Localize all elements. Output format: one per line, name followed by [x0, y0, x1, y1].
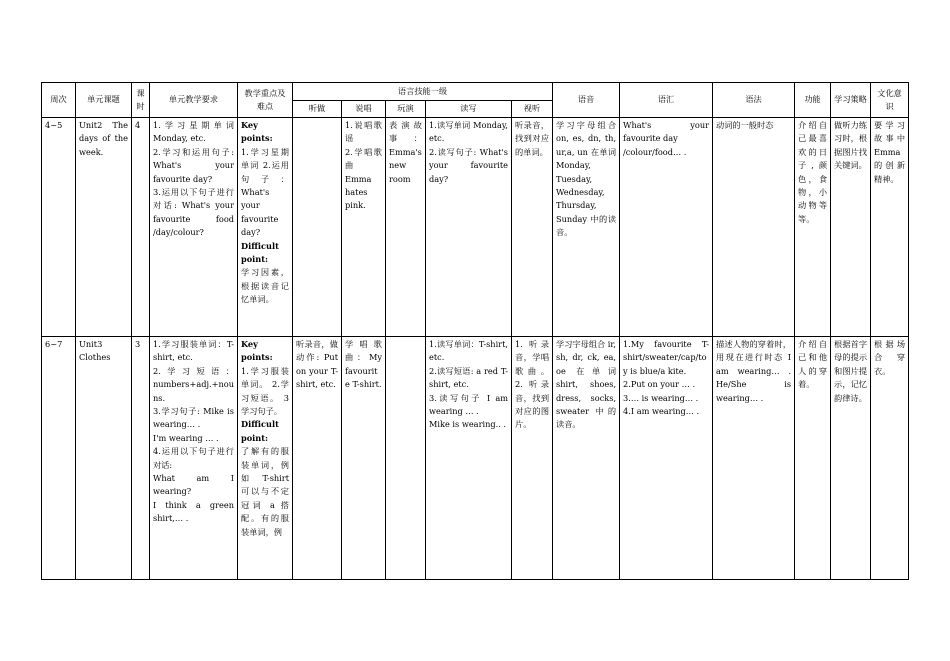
cell-phonics: 学习字母组合 ir, sh, dr, ck, ea, oe 在单词 shirt, shoes, dress, socks, sweater 中的读音。	[553, 337, 620, 580]
header-play-act: 玩演	[386, 101, 426, 118]
header-unit-title: 单元课题	[76, 83, 132, 118]
cell-play-act: 表演故事：Emma's new room	[386, 118, 426, 337]
key-points-label: Key points:	[241, 120, 273, 144]
requirement-line: I'm wearing … .	[153, 432, 219, 443]
cell-speak-sing	[342, 118, 386, 337]
header-week: 周次	[42, 83, 76, 118]
requirement-line: 3.运用以下句子进行对话: What's your favourite food /day/colour?	[153, 187, 234, 238]
key-points-text: 1.学习星期单词 2.运用句子：What's your favourite day?	[241, 146, 289, 238]
cell-week: 6~7	[42, 337, 76, 580]
requirement-line: 2.学习短语：numbers+adj.+nouns.	[153, 365, 234, 403]
read-write-line: 2.读写短语: a red T-shirt, etc.	[429, 365, 508, 390]
cell-key-points	[238, 337, 293, 580]
cell-requirements	[150, 337, 238, 580]
read-write-line: 3.读写句子 I am wearing … .	[429, 392, 508, 417]
cell-unit: Unit2 The days of the week.	[76, 118, 132, 337]
cell-function: 介绍自己最喜欢的日子,颜色，食物，小动物等等。	[795, 118, 831, 337]
vocabulary-line: 2.Put on your … .	[623, 379, 696, 390]
requirement-line: What am I wearing?	[153, 473, 234, 497]
read-write-line: 1.读写单词：T-shirt, etc.	[429, 339, 508, 363]
key-points-label: Key points:	[241, 339, 273, 363]
read-write-line: Mike is wearing.. .	[429, 419, 507, 430]
speak-sing-line: 2.学唱歌曲 Emma hates pink.	[345, 146, 382, 211]
speak-sing-line: 1.说唱歌谣	[345, 120, 382, 144]
header-read-write: 读写	[426, 101, 512, 118]
cell-vocabulary	[620, 337, 713, 580]
requirement-line: 4.运用以下句子进行对话:	[153, 446, 234, 470]
cell-week: 4~5	[42, 118, 76, 337]
header-function: 功能	[795, 83, 831, 118]
cell-speak-sing	[342, 337, 386, 580]
cell-periods: 3	[132, 337, 150, 580]
cell-listen-do: 听录音，做动作: Put on your T-shirt, etc.	[293, 337, 342, 580]
header-speak-sing: 说唱	[342, 101, 386, 118]
header-phonics: 语音	[553, 83, 620, 118]
cell-grammar: 动词的一般时态	[713, 118, 795, 337]
header-skills-group: 语言技能一级	[293, 83, 553, 101]
difficult-point-label: Difficult point:	[241, 240, 279, 265]
cell-unit: Unit3 Clothes	[76, 337, 132, 580]
vocabulary-line: /colour/food… .	[623, 146, 687, 157]
header-strategy: 学习策略	[831, 83, 871, 118]
key-points-text: 1.学习服装单词。 2.学习短语。 3 学习句子。	[241, 365, 289, 417]
difficult-point-text: 学习因素，根据读音记忆单词。	[241, 267, 289, 305]
header-requirements: 单元教学要求	[150, 83, 238, 118]
difficult-point-label: Difficult point:	[241, 419, 279, 443]
requirement-line: 1.学习星期单词 Monday, etc.	[153, 120, 234, 144]
cell-play-act	[386, 337, 426, 580]
cell-view-listen: 1. 听录音，学唱歌曲。 2. 听录音，找到对应的图片。	[512, 337, 553, 580]
header-culture: 文化意识	[871, 83, 909, 118]
vocabulary-line: 4.I am wearing… .	[623, 406, 700, 417]
requirement-line: 2.学习和运用句子: What's your favourite day?	[153, 146, 234, 184]
cell-function: 介绍自己和他人的穿着。	[795, 337, 831, 580]
cell-grammar: 描述人物的穿着时，用现在进行时态 I am wearing… . He/She is wearing… .	[713, 337, 795, 580]
vocabulary-line: 1.My favourite T-shirt/sweater/cap/toy is blue/a kite.	[623, 339, 710, 376]
vocabulary-line: What's your favourite day	[623, 120, 710, 144]
header-row	[42, 83, 909, 101]
read-write-line: 2.读写句子: What's your favourite day?	[429, 146, 508, 184]
cell-vocabulary	[620, 118, 713, 337]
cell-culture: 要学习故事中Emma的创新精神。	[871, 118, 909, 337]
curriculum-table	[41, 82, 909, 580]
vocabulary-line: 3.… is wearing… .	[623, 392, 699, 403]
cell-requirements	[150, 118, 238, 337]
cell-read-write	[426, 337, 512, 580]
cell-read-write	[426, 118, 512, 337]
cell-strategy: 做听力练习时，根据图片找关键词。	[831, 118, 871, 337]
cell-key-points	[238, 118, 293, 337]
cell-strategy: 根据首字母的提示和图片提示，记忆韵律诗。	[831, 337, 871, 580]
cell-view-listen: 听录音，找到对应的单词。	[512, 118, 553, 337]
cell-culture: 根据场合穿衣。	[871, 337, 909, 580]
header-periods: 课时	[132, 83, 150, 118]
requirement-line: 3.学习句子: Mike is wearing… .	[153, 406, 234, 430]
cell-listen-do	[293, 118, 342, 337]
requirement-line: I think a green shirt,… .	[153, 499, 234, 524]
speak-sing-line: 学唱歌曲：My favourite T-shirt.	[345, 339, 382, 390]
cell-phonics: 学习字母组合 on, es, dn, th, ur,a, un 在单词 Monday, Tuesday, Wednesday, Thursday, Sunday 中的读音。	[553, 118, 620, 337]
cell-periods: 4	[132, 118, 150, 337]
header-vocabulary: 语汇	[620, 83, 713, 118]
table-row	[42, 118, 909, 337]
read-write-line: 1.读写单词 Monday, etc.	[429, 120, 508, 144]
difficult-point-text: 了解有的服装单词，例如 T-shirt 可以与不定冠词 a 搭配。有的服装单词，例	[241, 446, 289, 537]
requirement-line: 1.学习服装单词：T-shirt, etc.	[153, 339, 234, 363]
header-listen-do: 听做	[293, 101, 342, 118]
header-key-points: 教学重点及难点	[238, 83, 293, 118]
header-view-listen: 视听	[512, 101, 553, 118]
table-row	[42, 337, 909, 580]
header-grammar: 语法	[713, 83, 795, 118]
